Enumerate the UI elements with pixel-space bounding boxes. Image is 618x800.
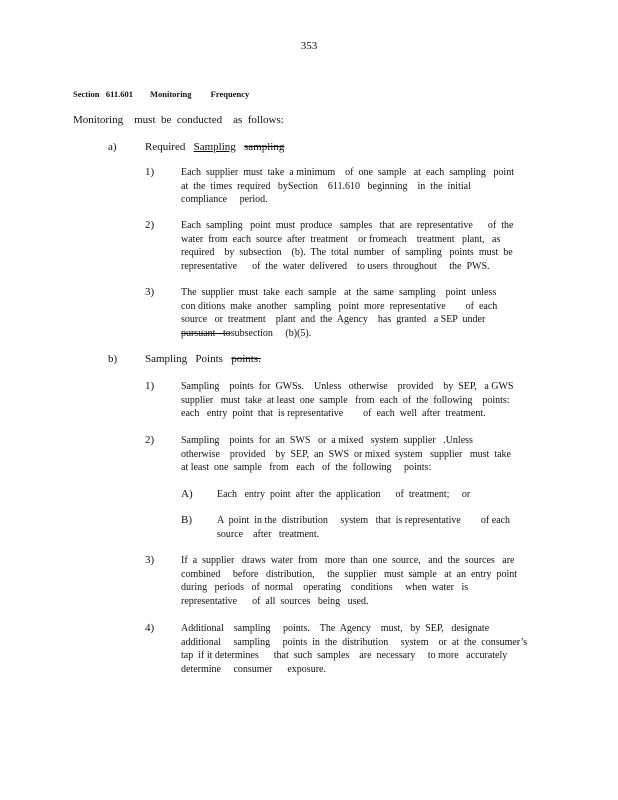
text-line: If a supplier draws water from more than one source, and the sources are — [181, 555, 515, 566]
item-b2B-label: B) — [181, 514, 192, 526]
item-b1-label: 1) — [145, 380, 155, 392]
item-a2-label: 2) — [145, 219, 155, 231]
item-a1-text — [181, 166, 514, 207]
text-line: Sampling points for an SWS or a mixed system supplier .Unless — [181, 435, 473, 446]
text-line — [181, 327, 497, 341]
item-a2-text — [181, 219, 513, 273]
item-a3-text — [181, 286, 497, 340]
item-b4-text — [181, 622, 527, 676]
subsection-a-title-added: Sampling — [193, 141, 236, 153]
text-line: source after treatment. — [217, 528, 320, 540]
page-number: 353 — [300, 40, 318, 52]
text-line: determine consumer exposure. — [181, 663, 326, 675]
section-heading: Section 611.601 Monitoring Frequency — [73, 89, 250, 99]
text-line: compliance period. — [181, 194, 268, 206]
text-line: Sampling points for GWSs. Unless otherwise provided by SEP, a GWS — [181, 381, 514, 392]
item-b2B-text — [217, 514, 510, 541]
text-line: representative of the water delivered to users throughout the PWS. — [181, 260, 490, 272]
subsection-a-title-text: Required — [145, 141, 186, 153]
item-b3-text — [181, 554, 517, 608]
item-b2A-text — [217, 488, 470, 502]
subsection-a-title-deleted: sampling — [244, 141, 285, 153]
text-fragment: subsection (b)(5). — [230, 327, 312, 339]
subsection-b-title-deleted: points. — [231, 353, 261, 365]
item-a3-label: 3) — [145, 286, 155, 298]
text-line: Each sampling point must produce samples that are representative of the — [181, 220, 514, 231]
item-b2-label: 2) — [145, 434, 155, 446]
subsection-b-title — [145, 353, 261, 365]
item-b3-label: 3) — [145, 554, 155, 566]
item-a1-label: 1) — [145, 166, 155, 178]
text-line: additional sampling points in the distribution system or at the consumer’s — [181, 636, 528, 648]
text-line: Each entry point after the application of treatment; or — [217, 489, 471, 500]
text-line: The supplier must take each sample at the same sampling point unless — [181, 287, 497, 298]
text-line: supplier must take at least one sample from each of the following points: — [181, 394, 510, 406]
item-b1-text — [181, 380, 514, 421]
text-line: con ditions make another sampling point more representative of each — [181, 300, 498, 312]
text-line: otherwise provided by SEP, an SWS or mixed system supplier must take — [181, 448, 511, 460]
item-b2A-label: A) — [181, 488, 193, 500]
subsection-a-label: a) — [108, 141, 117, 153]
item-b4-label: 4) — [145, 622, 155, 634]
subsection-a-title — [145, 141, 284, 153]
text-line: A point in the distribution system that is representative of each — [217, 515, 511, 526]
text-line: during periods of normal operating conditions when water is — [181, 582, 469, 594]
text-line: at least one sample from each of the following points: — [181, 462, 432, 474]
text-line: Each supplier must take a minimum of one sample at each sampling point — [181, 167, 514, 178]
text-line: tap if it determines that such samples are necessary to more accurately — [181, 650, 508, 662]
item-b2-text — [181, 434, 511, 475]
text-line: representative of all sources being used. — [181, 595, 369, 607]
subsection-b-title-text: Sampling Points — [145, 353, 223, 365]
text-line: at the times required bySection 611.610 beginning in the initial — [181, 180, 471, 192]
text-line: each entry point that is representative of each well after treatment. — [181, 408, 486, 420]
subsection-b-label: b) — [108, 353, 118, 365]
text-line: water from each source after treatment or fromeach treatment plant, as — [181, 233, 501, 245]
intro-text: Monitoring must be conducted as follows: — [73, 114, 284, 126]
text-line: Additional sampling points. The Agency must, by SEP, designate — [181, 623, 490, 634]
text-line: combined before distribution, the supplier must sample at an entry point — [181, 568, 518, 580]
text-line: source or treatment plant and the Agency has granted a SEP under — [181, 314, 486, 326]
deleted-text: pursuant to — [181, 327, 231, 339]
text-line: required by subsection (b). The total number of sampling points must be — [181, 247, 513, 259]
